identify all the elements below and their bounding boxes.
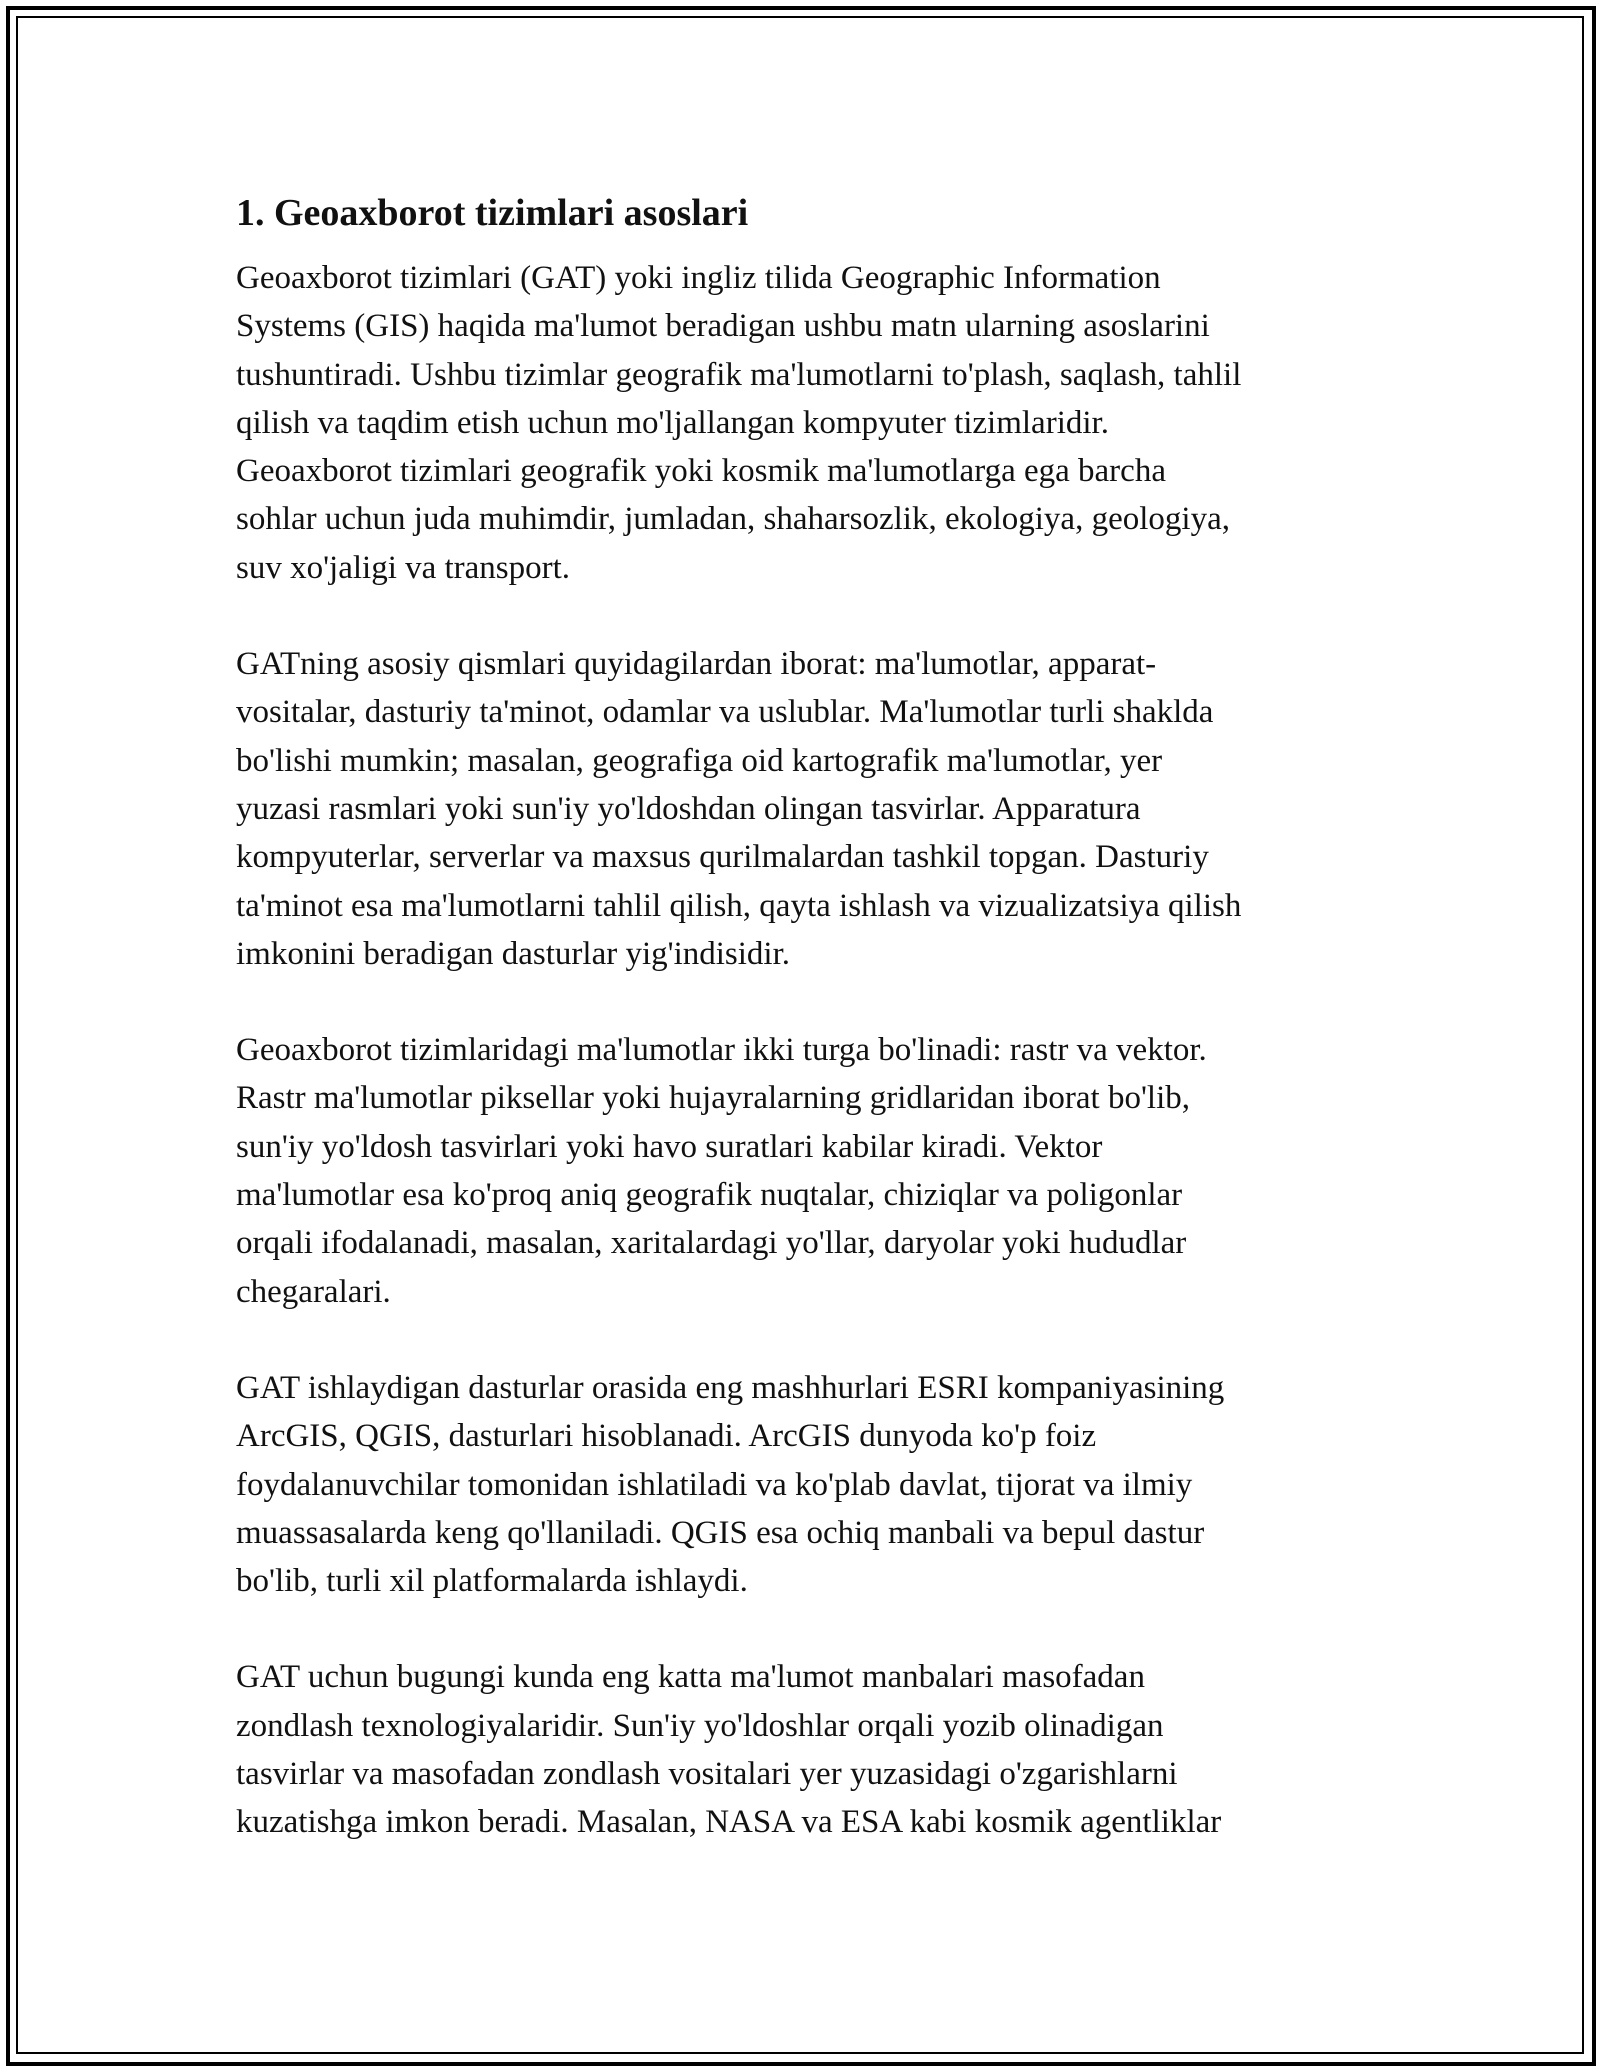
- text-line: bo'lib, turli xil platformalarda ishlaydi.: [236, 1563, 748, 1600]
- text-line: GATning asosiy qismlari quyidagilardan iborat: ma'lumotlar, apparat-: [236, 646, 1157, 683]
- text-line: suv xo'jaligi va transport.: [236, 549, 571, 586]
- text-line: Systems (GIS) haqida ma'lumot beradigan ushbu matn ularning asoslarini: [236, 308, 1210, 345]
- text-line: orqali ifodalanadi, masalan, xaritalardagi yo'llar, daryolar yoki hududlar: [236, 1225, 1187, 1262]
- section-heading: 1. Geoaxborot tizimlari asoslari: [236, 192, 749, 234]
- paragraph-3: [236, 1026, 1376, 1316]
- text-line: sun'iy yo'ldosh tasvirlari yoki havo suratlari kabilar kiradi. Vektor: [236, 1128, 1103, 1165]
- text-line: vositalar, dasturiy ta'minot, odamlar va uslublar. Ma'lumotlar turli shaklda: [236, 694, 1214, 731]
- paragraph-2: [236, 640, 1376, 978]
- text-line: tasvirlar va masofadan zondlash vositalari yer yuzasidagi o'zgarishlarni: [236, 1756, 1178, 1793]
- text-line: ArcGIS, QGIS, dasturlari hisoblanadi. ArcGIS dunyoda ko'p foiz: [236, 1418, 1097, 1455]
- text-line: muassasalarda keng qo'llaniladi. QGIS esa ochiq manbali va bepul dastur: [236, 1514, 1205, 1551]
- text-line: zondlash texnologiyalaridir. Sun'iy yo'ldoshlar orqali yozib olinadigan: [236, 1707, 1164, 1744]
- text-line: kompyuterlar, serverlar va maxsus qurilmalardan tashkil topgan. Dasturiy: [236, 839, 1209, 876]
- text-line: ta'minot esa ma'lumotlarni tahlil qilish, qayta ishlash va vizualizatsiya qilish: [236, 887, 1242, 924]
- text-line: ma'lumotlar esa ko'proq aniq geografik nuqtalar, chiziqlar va poligonlar: [236, 1177, 1183, 1214]
- paragraph-4: [236, 1364, 1376, 1605]
- paragraph-1: [236, 254, 1376, 592]
- text-line: bo'lishi mumkin; masalan, geografiga oid kartografik ma'lumotlar, yer: [236, 742, 1163, 779]
- paragraph-5: [236, 1653, 1376, 1846]
- text-line: foydalanuvchilar tomonidan ishlatiladi va ko'plab davlat, tijorat va ilmiy: [236, 1466, 1193, 1503]
- text-line: GAT uchun bugungi kunda eng katta ma'lumot manbalari masofadan: [236, 1659, 1145, 1696]
- text-line: Geoaxborot tizimlari (GAT) yoki ingliz tilida Geographic Information: [236, 260, 1161, 296]
- text-line: tushuntiradi. Ushbu tizimlar geografik ma'lumotlarni to'plash, saqlash, tahlil: [236, 356, 1242, 393]
- text-line: sohlar uchun juda muhimdir, jumladan, shaharsozlik, ekologiya, geologiya,: [236, 501, 1230, 538]
- text-line: Rastr ma'lumotlar piksellar yoki hujayralarning gridlaridan iborat bo'lib,: [236, 1080, 1190, 1117]
- text-line: yuzasi rasmlari yoki sun'iy yo'ldoshdan olingan tasvirlar. Apparatura: [236, 790, 1141, 827]
- text-line: Geoaxborot tizimlaridagi ma'lumotlar ikki turga bo'linadi: rastr va vektor.: [236, 1032, 1207, 1069]
- text-line: kuzatishga imkon beradi. Masalan, NASA va ESA kabi kosmik agentliklar: [236, 1804, 1222, 1841]
- text-line: GAT ishlaydigan dasturlar orasida eng mashhurlari ESRI kompaniyasining: [236, 1369, 1225, 1406]
- text-line: qilish va taqdim etish uchun mo'ljallangan kompyuter tizimlaridir.: [236, 404, 1109, 441]
- text-line: chegaralari.: [236, 1273, 391, 1310]
- paragraph-list: [236, 254, 1376, 1847]
- document-body: [236, 186, 1376, 1895]
- text-line: imkonini beradigan dasturlar yig'indisidir.: [236, 935, 791, 972]
- text-line: Geoaxborot tizimlari geografik yoki kosmik ma'lumotlarga ega barcha: [236, 453, 1166, 490]
